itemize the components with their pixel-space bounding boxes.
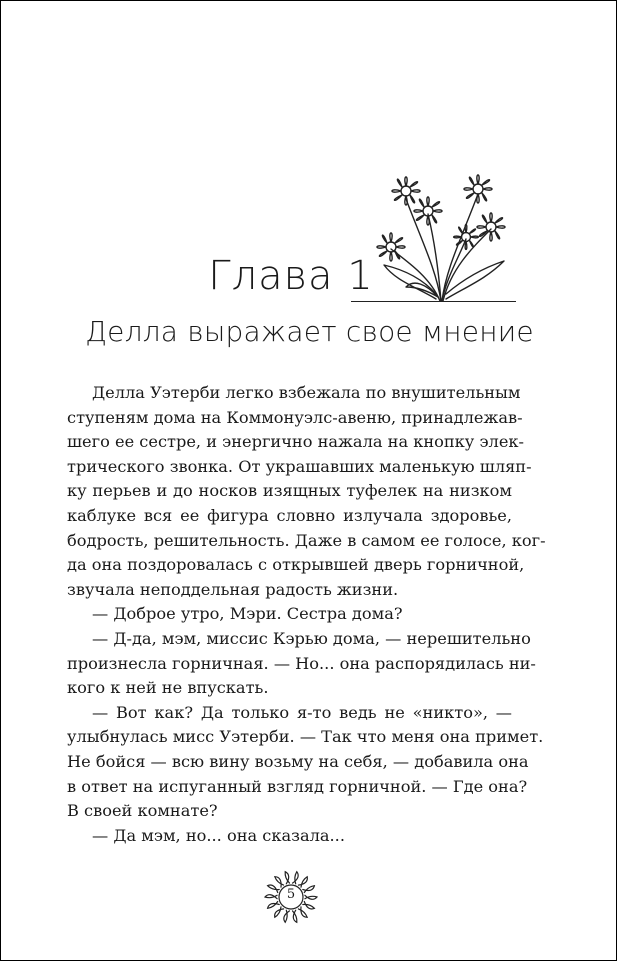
sun-ray: [275, 907, 284, 918]
text-line: трического звонка. От украшавших маленькую шляп-: [67, 456, 532, 476]
text-line: — Д-да, мэм, миссис Кэрью дома, — нерешительно: [92, 628, 531, 648]
sun-ray: [275, 877, 284, 888]
text-line: звучала неподдельная радость жизни.: [67, 579, 399, 599]
sun-ray: [284, 910, 290, 922]
text-line: каблуке вся ее фигура словно излучала здоровье,: [67, 505, 512, 525]
text-line: — Доброе утро, Мэри. Сестра дома?: [92, 604, 403, 624]
sun-ray: [268, 902, 280, 909]
sun-ray: [293, 872, 299, 884]
text-line: произнесла горничная. — Но... она распорядилась ни-: [67, 653, 536, 673]
chapter-title: Делла выражает свое мнение: [85, 315, 534, 348]
body-text: [67, 381, 546, 848]
text-line: шего ее сестре, и энергично нажала на кнопку элек-: [67, 432, 524, 452]
text-line: бодрость, решительность. Даже в самом ее голосе, ког-: [67, 530, 546, 550]
text-line: да она поздоровалась с открывшей дверь горничной,: [67, 555, 525, 575]
sun-ray: [298, 907, 307, 918]
sun-ray: [293, 910, 297, 922]
page-number: 5: [286, 887, 296, 902]
sun-ray: [285, 872, 289, 884]
text-line: ку перьев и до носков изящных туфелек на низком: [67, 481, 512, 501]
text-line: в ответ на испуганный взгляд горничной. — Где она?: [67, 776, 528, 796]
text-line: В своей комнате?: [67, 801, 218, 821]
sun-ray: [303, 902, 315, 909]
text-line: кого к ней не впускать.: [67, 678, 269, 698]
text-line: улыбнулась мисс Уэтерби. — Так что меня она примет.: [67, 727, 544, 747]
text-line: — Да мэм, но... она сказала...: [92, 825, 345, 845]
folio: [259, 865, 323, 929]
text-line: — Вот как? Да только я-то ведь не «никто», —: [92, 702, 512, 722]
chapter-number-label: Глава 1: [208, 253, 374, 299]
sun-ray: [298, 877, 307, 888]
chapter-rule: [351, 301, 516, 302]
text-line: ступеням дома на Коммонуэлс-авеню, принадлежав-: [67, 407, 523, 427]
chapter-number: [1, 253, 581, 299]
text-line: Не бойся — всю вину возьму на себя, — добавила она: [67, 751, 529, 771]
text-line: Делла Уэтерби легко взбежала по внушительным: [92, 383, 521, 402]
